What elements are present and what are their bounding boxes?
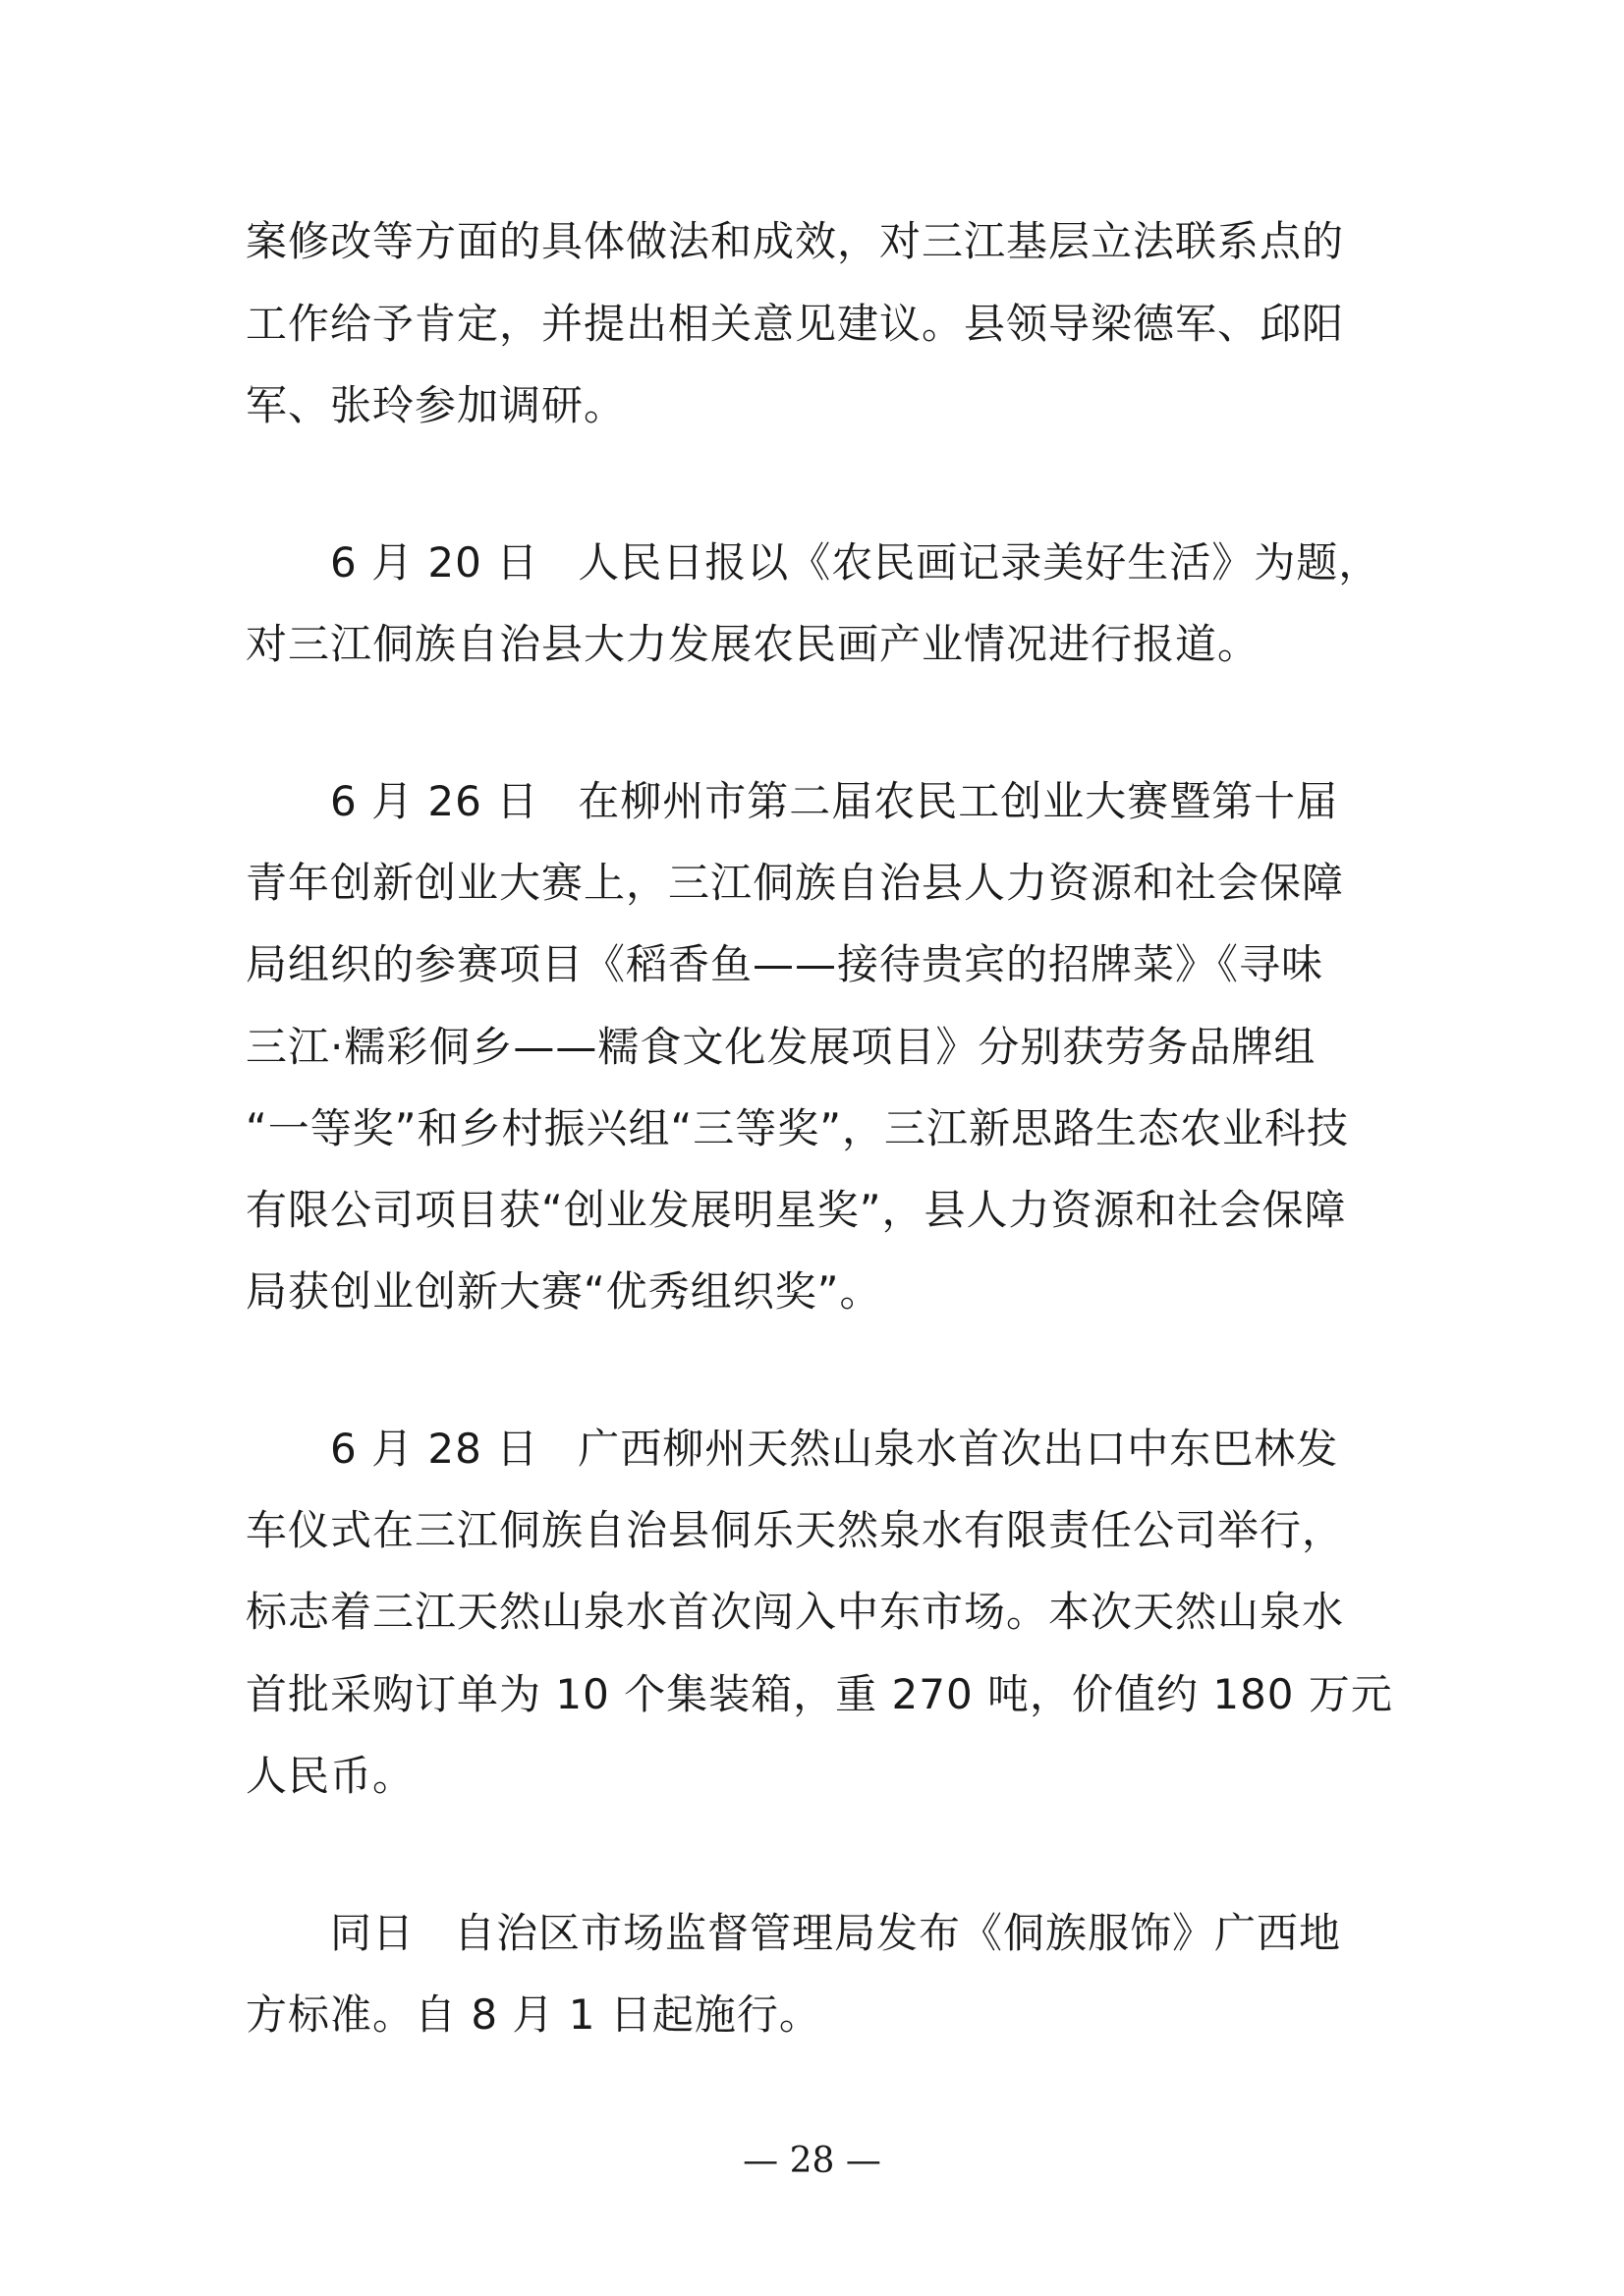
page-number: — 28 — [743, 2141, 881, 2181]
paragraph-3-line-5: “一等奖”和乡村振兴组“三等奖”，三江新思路生态农业科技 [246, 1104, 1350, 1152]
paragraph-3-line-2: 青年创新创业大赛上，三江侗族自治县人力资源和社会保障 [246, 859, 1345, 907]
paragraph-1-line-3: 军、张玲参加调研。 [246, 381, 627, 429]
paragraph-5-line-1 [330, 1904, 1385, 1963]
paragraph-2-line-2: 对三江侗族自治县大力发展农民画产业情况进行报道。 [246, 620, 1260, 668]
paragraph-1-line-2: 工作给予肯定，并提出相关意见建议。县领导梁德军、邱阳 [246, 300, 1345, 348]
paragraph-3-line-7: 局获创业创新大赛“优秀组织奖”。 [246, 1267, 882, 1316]
paragraph-4-line-3: 标志着三江天然山泉水首次闯入中东市场。本次天然山泉水 [246, 1588, 1345, 1636]
entry-text: 在柳州市第二届农民工创业大赛暨第十届 [578, 777, 1339, 825]
paragraph-3-line-3: 局组织的参赛项目《稻香鱼——接待贵宾的招牌菜》《寻味 [246, 940, 1324, 988]
entry-text: 人民日报以《农民画记录美好生活》为题， [578, 538, 1381, 587]
paragraph-3-line-1 [330, 772, 1385, 831]
paragraph-4-line-4: 首批采购订单为 10 个集装箱，重 270 吨，价值约 180 万元 [246, 1670, 1393, 1718]
paragraph-5-line-2: 方标准。自 8 月 1 日起施行。 [246, 1990, 821, 2039]
entry-date: 6 月 28 日 [330, 1425, 539, 1473]
paragraph-1-line-1: 案修改等方面的具体做法和成效，对三江基层立法联系点的 [246, 217, 1345, 265]
paragraph-4-line-2: 车仪式在三江侗族自治县侗乐天然泉水有限责任公司举行， [246, 1506, 1345, 1554]
paragraph-3-line-6: 有限公司项目获“创业发展明星奖”，县人力资源和社会保障 [246, 1186, 1347, 1234]
paragraph-2-line-1 [330, 533, 1385, 592]
entry-text: 广西柳州天然山泉水首次出口中东巴林发 [578, 1425, 1339, 1473]
entry-date: 同日 [330, 1909, 416, 1957]
paragraph-4-line-1 [330, 1420, 1385, 1479]
entry-date: 6 月 26 日 [330, 777, 539, 825]
paragraph-4-line-5: 人民币。 [246, 1752, 416, 1800]
entry-date: 6 月 20 日 [330, 538, 539, 587]
entry-text: 自治区市场监督管理局发布《侗族服饰》广西地 [454, 1909, 1342, 1957]
paragraph-3-line-4: 三江·糯彩侗乡——糯食文化发展项目》分别获劳务品牌组 [246, 1023, 1316, 1071]
